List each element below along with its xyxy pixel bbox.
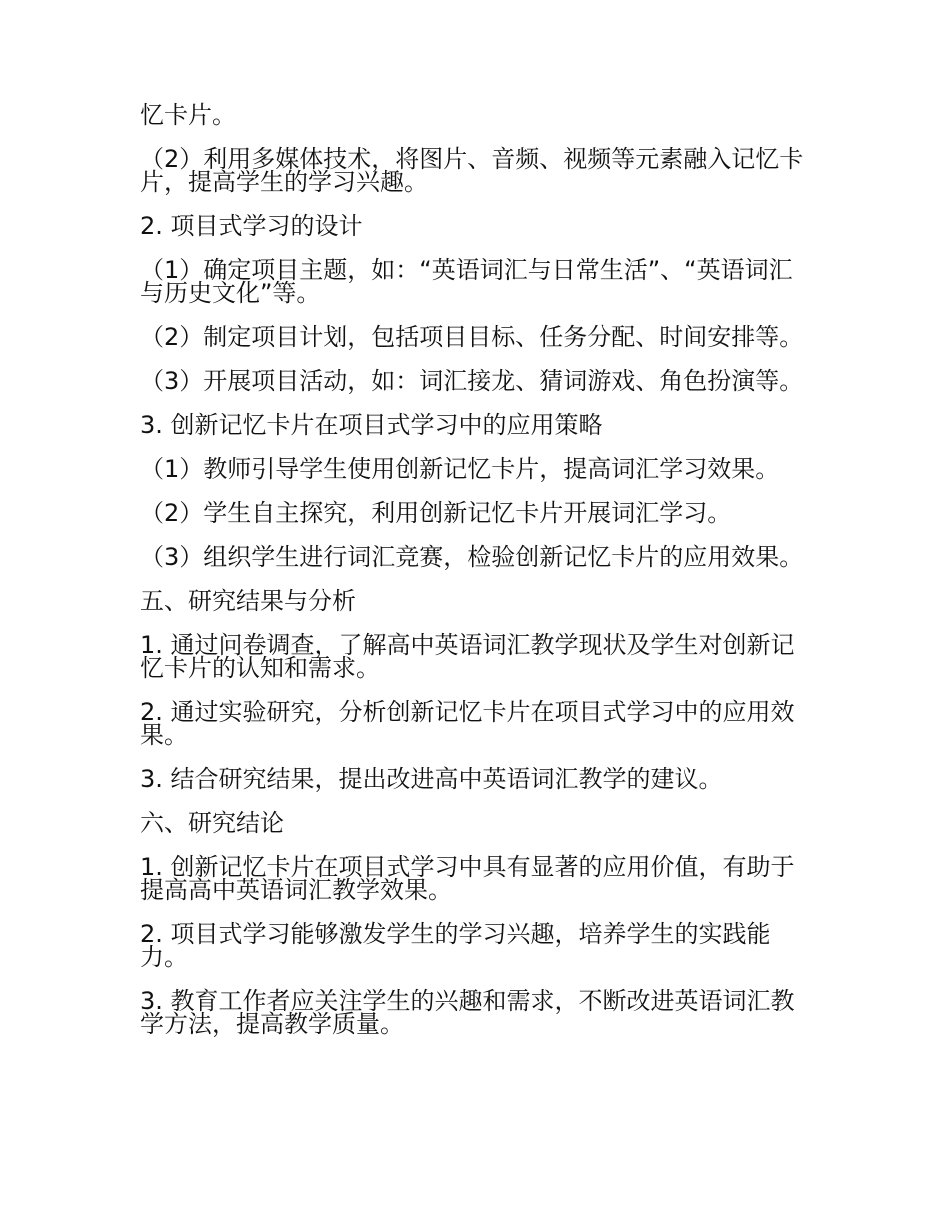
- section-heading: 五、研究结果与分析: [140, 587, 356, 615]
- document-body: [140, 101, 808, 1057]
- paragraph-item: （3）组织学生进行词汇竞赛，检验创新记忆卡片的应用效果。: [140, 543, 804, 571]
- section-subheading: 3. 创新记忆卡片在项目式学习中的应用策略: [140, 411, 603, 439]
- paragraph-continuation: 忆卡片。: [140, 101, 236, 129]
- paragraph-item: （1）教师引导学生使用创新记忆卡片，提高词汇学习效果。: [140, 455, 780, 483]
- section-subheading: 2. 项目式学习的设计: [140, 212, 363, 240]
- paragraph-item: 1. 通过问卷调查，了解高中英语词汇教学现状及学生对创新记忆卡片的认知和需求。: [140, 631, 795, 682]
- paragraph-item: 2. 项目式学习能够激发学生的学习兴趣，培养学生的实践能力。: [140, 920, 771, 971]
- section-heading: 六、研究结论: [140, 809, 284, 837]
- paragraph-item: （3）开展项目活动，如：词汇接龙、猜词游戏、角色扮演等。: [140, 367, 804, 395]
- paragraph-item: （2）制定项目计划，包括项目目标、任务分配、时间安排等。: [140, 323, 804, 351]
- paragraph-item: （2）学生自主探究，利用创新记忆卡片开展词汇学习。: [140, 499, 732, 527]
- paragraph-item: 3. 结合研究结果，提出改进高中英语词汇教学的建议。: [140, 765, 723, 793]
- paragraph-item: （2）利用多媒体技术，将图片、音频、视频等元素融入记忆卡片，提高学生的学习兴趣。: [140, 145, 804, 196]
- paragraph-item: （1）确定项目主题，如：“英语词汇与日常生活”、“英语词汇与历史文化”等。: [140, 256, 793, 307]
- paragraph-item: 2. 通过实验研究，分析创新记忆卡片在项目式学习中的应用效果。: [140, 698, 795, 749]
- paragraph-item: 3. 教育工作者应关注学生的兴趣和需求，不断改进英语词汇教学方法，提高教学质量。: [140, 987, 795, 1038]
- paragraph-item: 1. 创新记忆卡片在项目式学习中具有显著的应用价值，有助于提高高中英语词汇教学效果。: [140, 853, 795, 904]
